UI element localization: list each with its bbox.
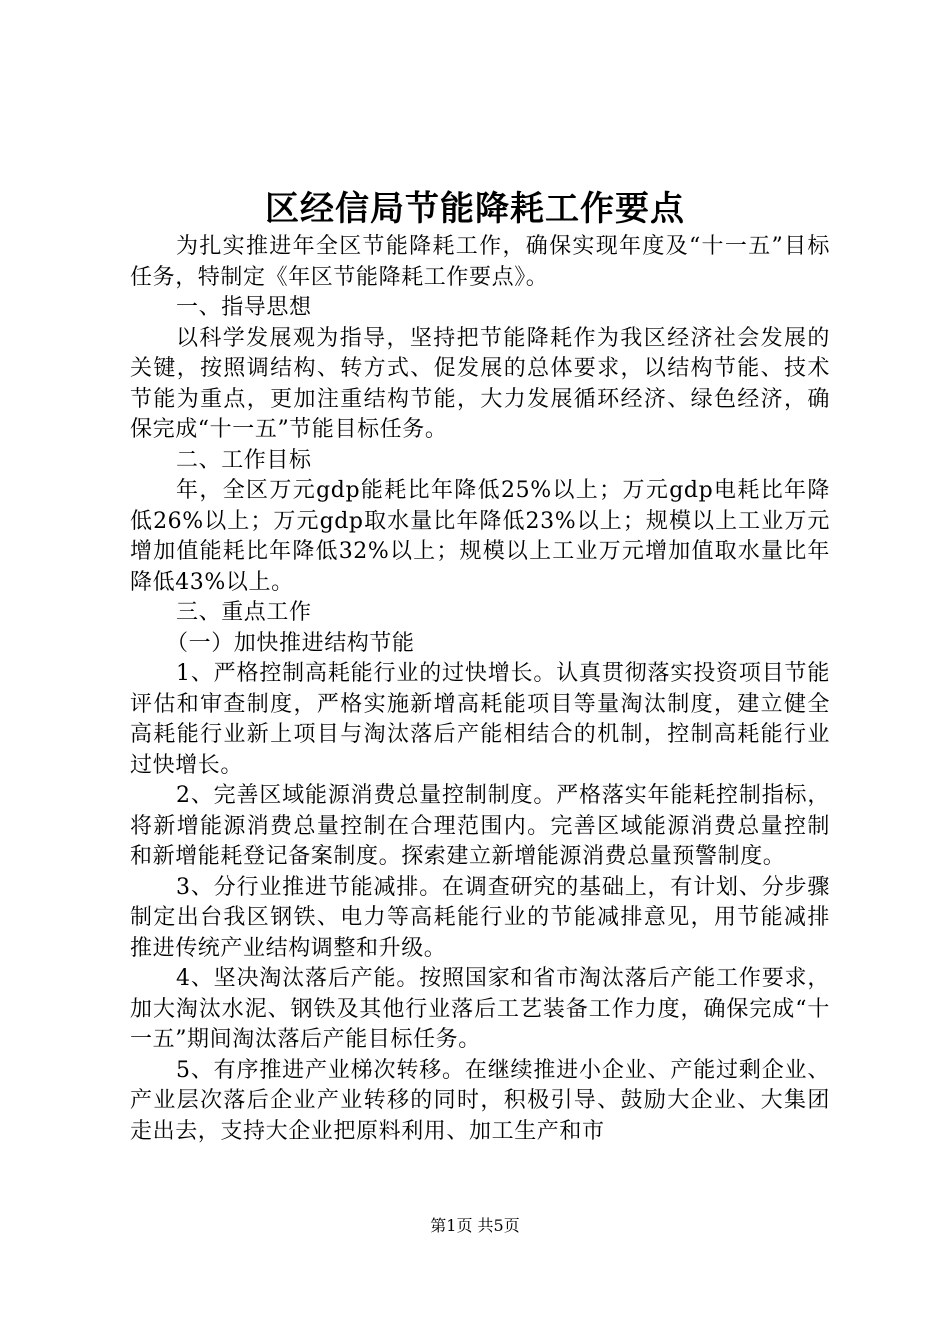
guiding-thought-paragraph: 以科学发展观为指导，坚持把节能降耗作为我区经济社会发展的关键，按照调结构、转方式、促发展的总体要求，以结构节能、技术节能为重点，更加注重结构节能，大力发展循环经济、绿色经济，确保完成“十一五”节能目标任务。 bbox=[130, 325, 830, 442]
list-item: 4、坚决淘汰落后产能。按照国家和省市淘汰落后产能工作要求，加大淘汰水泥、钢铁及其他行业落后工艺装备工作力度，确保完成“十一五”期间淘汰落后产能目标任务。 bbox=[130, 966, 830, 1052]
intro-paragraph: 为扎实推进年全区节能降耗工作，确保实现年度及“十一五”目标任务，特制定《年区节能降耗工作要点》。 bbox=[130, 234, 830, 290]
section-heading-key-work: 三、重点工作 bbox=[176, 600, 312, 625]
list-item: 2、完善区域能源消费总量控制制度。严格落实年能耗控制指标，将新增能源消费总量控制在合理范围内。完善区域能源消费总量控制和新增能耗登记备案制度。探索建立新增能源消费总量预警制度。 bbox=[130, 783, 830, 869]
subsection-heading-structural-saving: （一）加快推进结构节能 bbox=[166, 630, 415, 656]
work-goals-paragraph: 年，全区万元gdp能耗比年降低25%以上；万元gdp电耗比年降低26%以上；万元gdp取水量比年降低23%以上；规模以上工业万元增加值能耗比年降低32%以上；规模以上工业万元增加值取水量比年降低43%以上。 bbox=[130, 478, 830, 595]
section-heading-guiding-thought: 一、指导思想 bbox=[176, 295, 312, 320]
page-footer: 第1页 共5页 bbox=[430, 1216, 520, 1235]
list-item: 1、严格控制高耗能行业的过快增长。认真贯彻落实投资项目节能评估和审查制度，严格实施新增高耗能项目等量淘汰制度，建立健全高耗能行业新上项目与淘汰落后产能相结合的机制，控制高耗能行业过快增长。 bbox=[130, 661, 830, 778]
list-item: 3、分行业推进节能减排。在调查研究的基础上，有计划、分步骤制定出台我区钢铁、电力等高耗能行业的节能减排意见，用节能减排推进传统产业结构调整和升级。 bbox=[130, 874, 830, 961]
document-body bbox=[130, 232, 830, 1147]
list-item: 5、有序推进产业梯次转移。在继续推进小企业、产能过剩企业、产业层次落后企业产业转移的同时，积极引导、鼓励大企业、大集团走出去，支持大企业把原料利用、加工生产和市 bbox=[130, 1057, 830, 1144]
section-heading-work-goals: 二、工作目标 bbox=[176, 447, 312, 473]
document-title: 区经信局节能降耗工作要点 bbox=[265, 189, 685, 229]
